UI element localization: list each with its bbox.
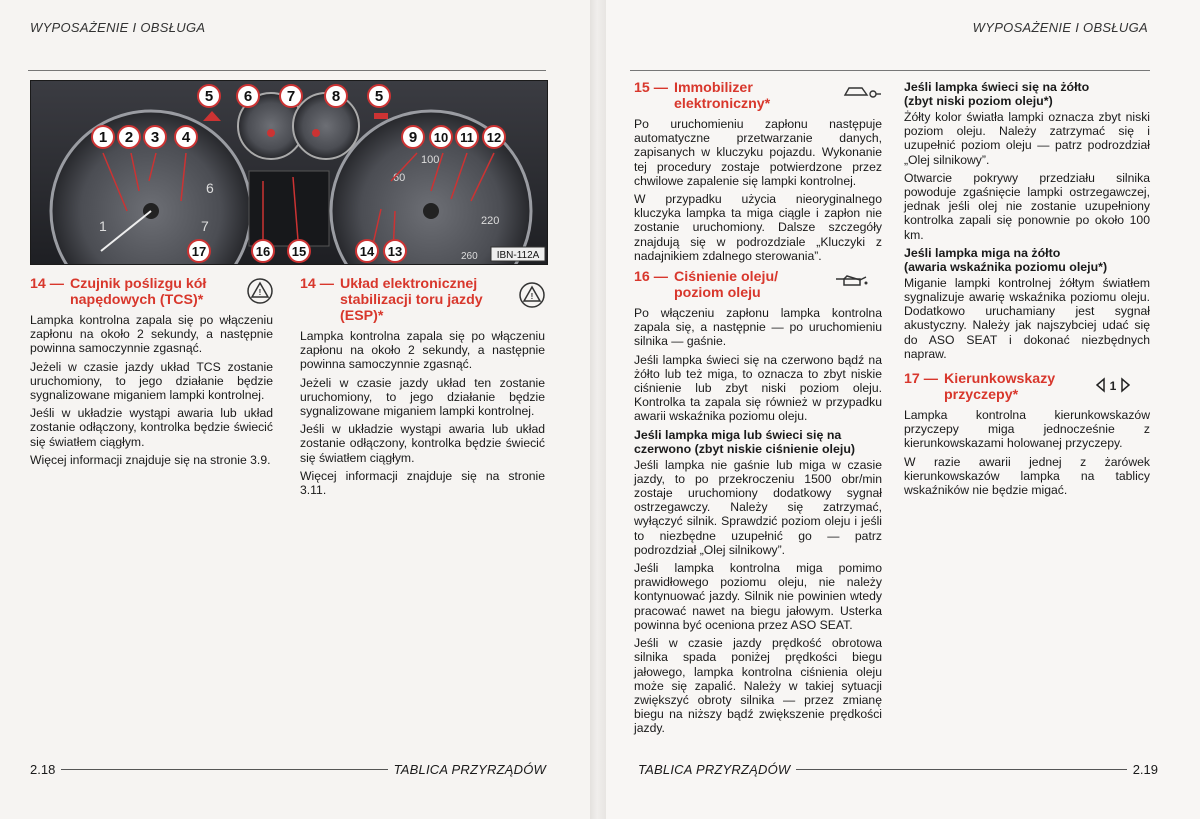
svg-text:14: 14 [359, 244, 375, 259]
paragraph: Lampka kontrolna kierunkowskazów przyczepy miga jednocześnie z kierunkowskazami holowanej przyczepy. [904, 408, 1150, 451]
trailer-indicator-icon [1096, 377, 1130, 397]
svg-text:220: 220 [481, 215, 500, 227]
svg-text:7: 7 [201, 218, 209, 234]
svg-text:4: 4 [181, 129, 191, 146]
paragraph: Lampka kontrolna zapala się po włączeniu zapłonu na około 2 sekundy, a następnie powinna samoczynnie zgasnąć. [30, 313, 273, 356]
section-esp [300, 276, 545, 501]
svg-text:1: 1 [98, 129, 108, 146]
paragraph: W razie awarii jednej z żarówek kierunkowskazów lampka na tablicy wskaźników nie będzie migać. [904, 454, 1150, 498]
paragraph: Jeżeli w czasie jazdy układ TCS zostanie uruchomiony, to jego działanie będzie sygnalizowane miganiem lampki kontrolnej. [30, 359, 273, 403]
fuel-gauge [293, 93, 359, 159]
callout-10 [430, 126, 452, 148]
subheading-red-oil: Jeśli lampka miga lub świeci się na czerwono (zbyt niskie ciśnienie oleju) [634, 427, 856, 456]
callout-2 [118, 126, 140, 148]
callout-3 [144, 126, 166, 148]
footer-title: TABLICA PRZYRZĄDÓW [638, 762, 791, 777]
paragraph: Jeśli lampka nie gaśnie lub miga w czasie jazdy, to po przekroczeniu 1500 obr/min zostaje uruchomiony dodatkowy sygnał ostrzegawczy. Należy się zatrzymać, wyłączyć silnik. Sprawdzić poziom oleju i jeśli to niezbędne uzupełnić go — patrz podrozdział „Olej silnikowy”. [634, 457, 882, 557]
callout-16 [252, 240, 274, 262]
left-running-header: WYPOSAŻENIE I OBSŁUGA [30, 20, 206, 35]
right-footer [638, 762, 1158, 777]
svg-text:!: ! [258, 288, 262, 297]
svg-text:12: 12 [486, 130, 502, 145]
left-footer [30, 762, 546, 777]
figure-code: IBN-112A [496, 250, 540, 261]
subheading-yellow-oil: Jeśli lampka świeci się na żółto (zbyt niski poziom oleju*) [904, 80, 1090, 108]
callout-5 [198, 85, 220, 107]
oil-can-icon [834, 271, 868, 291]
svg-text:100: 100 [421, 154, 440, 166]
svg-text:16: 16 [255, 244, 271, 259]
svg-text:13: 13 [387, 244, 403, 259]
callout-5b [368, 85, 390, 107]
centre-display [249, 171, 329, 246]
svg-text:3: 3 [150, 129, 160, 146]
paragraph: Jeśli w układzie wystąpi awaria lub układ zostanie odłączony, kontrolka będzie świecić się światłem ciągłym. [300, 422, 545, 465]
paragraph: Jeżeli w czasie jazdy układ ten zostanie uruchomiony, to jego działanie będzie sygnalizowane miganiem lampki kontrolnej. [300, 375, 545, 419]
book-gutter [590, 0, 606, 819]
paragraph: Jeśli lampka kontrolna miga pomimo prawidłowego poziomu oleju, nie należy kontynuować jazdy. Silnik nie powinien wtedy pracować nawet na biegu jałowym. Usterka powinna być oceniona przez ASO SEAT. [634, 561, 882, 632]
paragraph: Otwarcie pokrywy przedziału silnika powoduje zgaśnięcie lampki ostrzegawczej, jednak jeśli olej nie zostanie uzupełniony kontrolka zapali się ponownie po około 100 km. [904, 170, 1150, 242]
footer-title: TABLICA PRZYRZĄDÓW [393, 762, 546, 777]
callout-7 [280, 85, 302, 107]
right-page [606, 0, 1200, 819]
paragraph: Po włączeniu zapłonu lampka kontrolna zapala się, a następnie — po uruchomieniu silnika — gaśnie. [634, 306, 882, 349]
svg-text:6: 6 [243, 88, 253, 105]
svg-text:1: 1 [99, 218, 107, 234]
paragraph: Więcej informacji znajduje się na stronie 3.11. [300, 468, 545, 498]
callout-6 [237, 85, 259, 107]
paragraph: Lampka kontrolna zapala się po włączeniu zapłonu na około 2 sekundy, a następnie powinna samoczynnie zgasnąć. [300, 329, 545, 372]
callout-13 [384, 240, 406, 262]
subheading-yellow-flash: Jeśli lampka miga na żółto (awaria wskaźnika poziomu oleju*) [904, 245, 1108, 274]
section-heading-trailer-indicators: 17 — Kierunkowskazy przyczepy* 1 [904, 371, 1150, 403]
sections-15-16 [634, 80, 882, 740]
section-tcs [30, 276, 273, 471]
svg-text:60: 60 [393, 172, 406, 184]
car-key-icon [842, 82, 882, 104]
callout-12 [483, 126, 505, 148]
callout-4 [175, 126, 197, 148]
warning-triangle-icon [247, 278, 273, 308]
callout-14 [356, 240, 378, 262]
paragraph: Jeśli lampka świeci się na czerwono bądź na żółto lub też miga, to oznacza to zbyt niskie ciśnienie lub zbyt niski poziom oleju. Kontrolka ta zapala się również w przypadku awarii wskaźnika poziomu oleju. [634, 352, 882, 424]
instrument-cluster-illustration [31, 81, 547, 264]
svg-text:260: 260 [461, 251, 478, 262]
callout-9 [402, 126, 424, 148]
paragraph: W przypadku użycia nieoryginalnego kluczyka lampka ta miga ciągle i zapłon nie zostanie uruchomiony. Dalsze szczegóły znajdują się w podrozdziale „Kluczyki z nadajnikiem zdalnego sterowania”. [634, 192, 882, 263]
svg-text:5: 5 [374, 88, 384, 105]
callout-1 [92, 126, 114, 148]
paragraph: Jeśli w czasie jazdy prędkość obrotowa silnika spada poniżej prędkości biegu jałowego, lampka kontrolna ciśnienia oleju może się zapalić. Należy w takiej sytuacji zwiększyć obroty silnika — przez zmianę biegu na niższy bądź zwiększenie prędkości jazdy. [634, 636, 882, 736]
paragraph: Jeśli w układzie wystąpi awaria lub układ zostanie odłączony, kontrolka będzie świecić się światłem ciągłym. [30, 406, 273, 449]
section-heading-tcs: 14 — Czujnik poślizgu kół napędowych (TCS)* ! [30, 276, 273, 308]
warning-triangle-icon [519, 282, 545, 312]
instrument-cluster-figure [30, 80, 548, 265]
callout-17 [188, 240, 210, 262]
callout-11 [456, 126, 478, 148]
section-heading-oil-pressure: 16 — Ciśnienie oleju/ poziom oleju [634, 269, 882, 301]
svg-text:!: ! [530, 292, 534, 301]
section-heading-esp: 14 — Układ elektronicznej stabilizacji toru jazdy (ESP)* ! [300, 276, 545, 324]
paragraph: Żółty kolor światła lampki oznacza zbyt niski poziom oleju. Należy zatrzymać się i uzupełnić poziom oleju — patrz podrozdział „Olej silnikowy”. [904, 110, 1150, 167]
paragraph: Miganie lampki kontrolnej żółtym światłem sygnalizuje awarię wskaźnika poziomu oleju. Dodatkowo uruchamiany jest sygnał akustyczny. Należy jak najszybciej udać się do ASO SEAT i dokonać niezbędnych napraw. [904, 275, 1150, 361]
section-heading-immobilizer: 15 — Immobilizer elektroniczny* [634, 80, 882, 112]
svg-text:15: 15 [291, 244, 307, 259]
svg-text:17: 17 [191, 244, 207, 259]
svg-text:11: 11 [460, 130, 474, 145]
svg-text:9: 9 [408, 129, 418, 146]
callout-8 [325, 85, 347, 107]
header-rule [630, 70, 1150, 71]
right-running-header: WYPOSAŻENIE I OBSŁUGA [972, 20, 1148, 35]
paragraph: Po uruchomieniu zapłonu następuje automatyczne przetwarzanie danych, zapisanych w kluczyku pojazdu. Wykonanie tej procedury zostaje potwierdzone przez chwilowe zapalenie się lampki kontrolnej. [634, 117, 882, 188]
svg-text:2: 2 [124, 129, 134, 146]
left-page [0, 0, 590, 819]
paragraph: Więcej informacji znajduje się na stronie 3.9. [30, 452, 271, 467]
sections-oil-17 [904, 80, 1150, 501]
header-rule [28, 70, 546, 71]
svg-text:5: 5 [204, 88, 214, 105]
svg-text:8: 8 [331, 88, 341, 105]
svg-text:7: 7 [286, 88, 296, 105]
page-number: 2.19 [1132, 762, 1158, 777]
callout-15 [288, 240, 310, 262]
svg-text:10: 10 [433, 130, 449, 145]
svg-text:6: 6 [206, 180, 214, 196]
page-number: 2.18 [30, 762, 56, 777]
svg-text:1: 1 [1109, 379, 1117, 394]
